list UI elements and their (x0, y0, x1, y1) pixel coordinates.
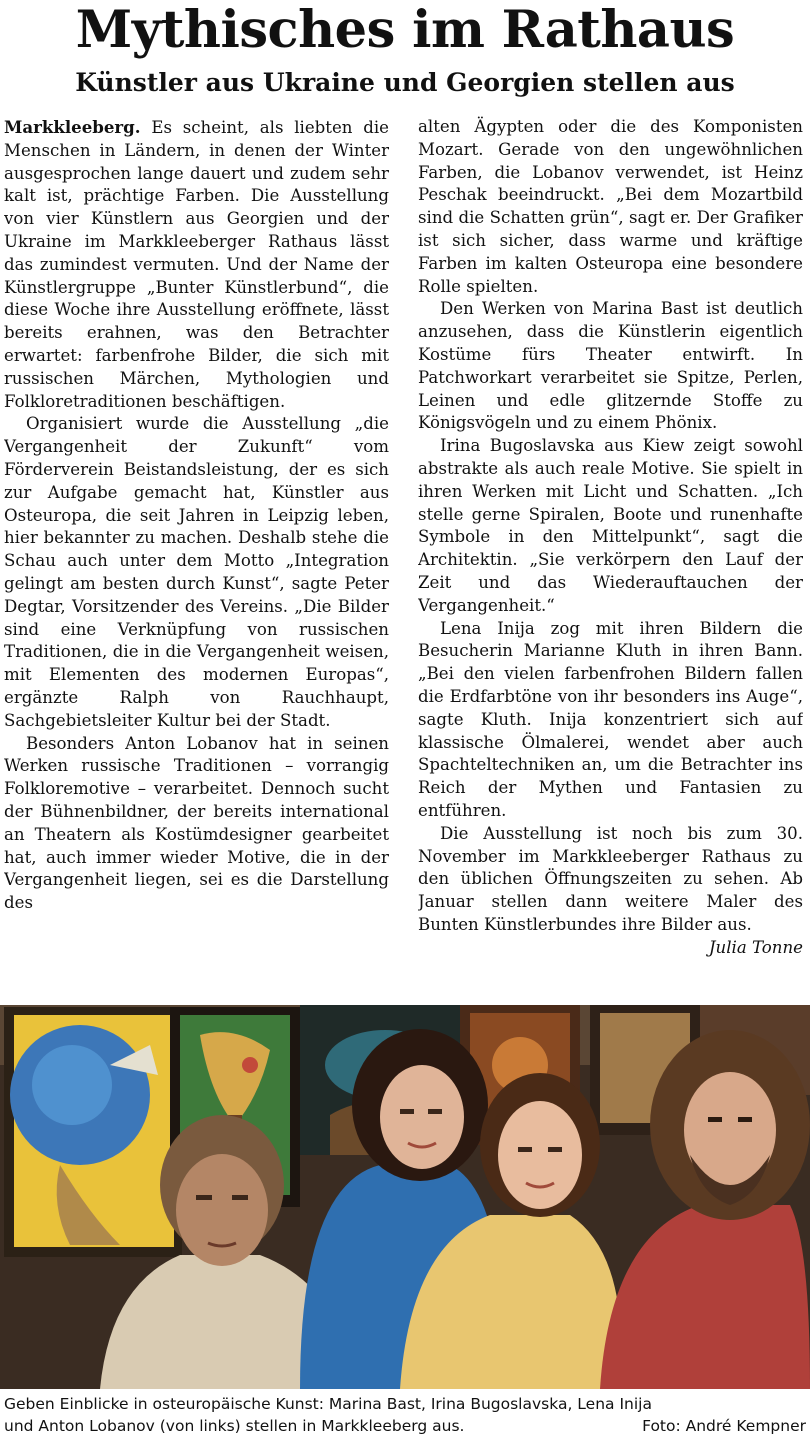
paragraph (4, 116, 389, 413)
paragraph: alten Ägypten oder die des Komponisten Mozart. Gerade von den ungewöhnlichen Farben, die Lobanov verwendet, ist Heinz Peschak beeindruckt. „Bei dem Mozartbild sind die Schatten grün“, sagt er. Der Grafiker ist sich sicher, dass warme und kräftige Farben im kalten Osteuropa eine besondere Rolle spielten. (418, 117, 803, 296)
article-column-left (4, 116, 389, 1000)
paragraph: Irina Bugoslavska aus Kiew zeigt sowohl abstrakte als auch reale Motive. Sie spielt in ihren Werken mit Licht und Schatten. „Ich stelle gerne Spiralen, Boote und runenhafte Symbole in den Mittelpunkt“, sagt die Architektin. „Sie verkörpern den Lauf der Zeit und das Wiederauftauchen der Vergangenheit.“ (418, 436, 803, 615)
author-byline: Julia Tonne (708, 937, 803, 957)
paragraph: Den Werken von Marina Bast ist deutlich anzusehen, dass die Künstlerin eigentlich Kostüme fürs Theater entwirft. In Patchworkart verarbeitet sie Spitze, Perlen, Leinen und edle glitzernde Stoffe zu Königsvögeln und zu einem Phönix. (418, 299, 803, 433)
paragraph: Die Ausstellung ist noch bis zum 30. November im Markkleeberger Rathaus zu den üblichen Öffnungszeiten zu sehen. Ab Januar stellen dann weitere Maler des Bunten Künstlerbundes ihre Bilder aus. (418, 823, 803, 934)
painting-globe (4, 1007, 182, 1257)
paragraph: Besonders Anton Lobanov hat in seinen Werken russische Traditionen – vorrangig Folkloremotive – verarbeitet. Dennoch sucht der Bühnenbildner, der bereits international an Theatern als Kostümdesigner gearbeitet hat, auch immer wieder Motive, die in der Vergangenheit liegen, sei es die Darstellung des (4, 733, 389, 913)
photo-credit: Foto: André Kempner (642, 1417, 806, 1435)
article-photo (0, 1005, 810, 1389)
caption-text-line1: Geben Einblicke in osteuropäische Kunst: Marina Bast, Irina Bugoslavska, Lena Inija (4, 1395, 652, 1413)
dateline: Markkleeberg. (4, 117, 141, 137)
paragraph: Organisiert wurde die Ausstellung „die Vergangenheit der Zukunft“ vom Förderverein Beistandsleistung, der es sich zur Aufgabe gemacht hat, Künstler aus Osteuropa, die seit Jahren in Leipzig leben, hier bekannter zu machen. Deshalb stehe die Schau auch unter dem Motto „Integration gelingt am besten durch Kunst“, sagte Peter Degtar, Vorsitzender des Vereins. „Die Bilder sind eine Verknüpfung von russischen Traditionen, die in die Vergangenheit weisen, mit Elementen des modernen Europas“, ergänzte Ralph von Rauchhaupt, Sachgebietsleiter Kultur bei der Stadt. (4, 414, 389, 730)
caption-text-line2: und Anton Lobanov (von links) stellen in Markkleeberg aus. (4, 1417, 465, 1435)
photo-caption (4, 1393, 806, 1437)
paragraph-text: Es scheint, als liebten die Menschen in Ländern, in denen der Winter ausgesprochen lange dauert und zudem sehr kalt ist, prächtige Farben. Die Ausstellung von vier Künstlern aus Georgien und der Ukraine im Markkleeberger Rathaus lässt das zumindest vermuten. Und der Name der Künstlergruppe „Bunter Künstlerbund“, die diese Woche ihre Ausstellung eröffnete, lässt bereits erahnen, was den Betrachter erwartet: farbenfrohe Bilder, die sich mit russischen Märchen, Mythologien und Folkloretraditionen beschäftigen. (4, 118, 389, 411)
article-subheadline: Künstler aus Ukraine und Georgien stellen aus (75, 68, 735, 97)
article-headline: Mythisches im Rathaus (75, 0, 735, 60)
article-column-right (418, 116, 803, 1000)
paragraph: Lena Inija zog mit ihren Bildern die Besucherin Marianne Kluth in ihren Bann. „Bei den vielen farbenfrohen Bildern fallen die Erdfarbtöne von ihr besonders ins Auge“, sagte Kluth. Inija konzentriert sich auf klassische Ölmalerei, wendet aber auch Spachteltechniken an, um die Betrachter ins Reich der Mythen und Fantasien zu entführen. (418, 618, 803, 820)
